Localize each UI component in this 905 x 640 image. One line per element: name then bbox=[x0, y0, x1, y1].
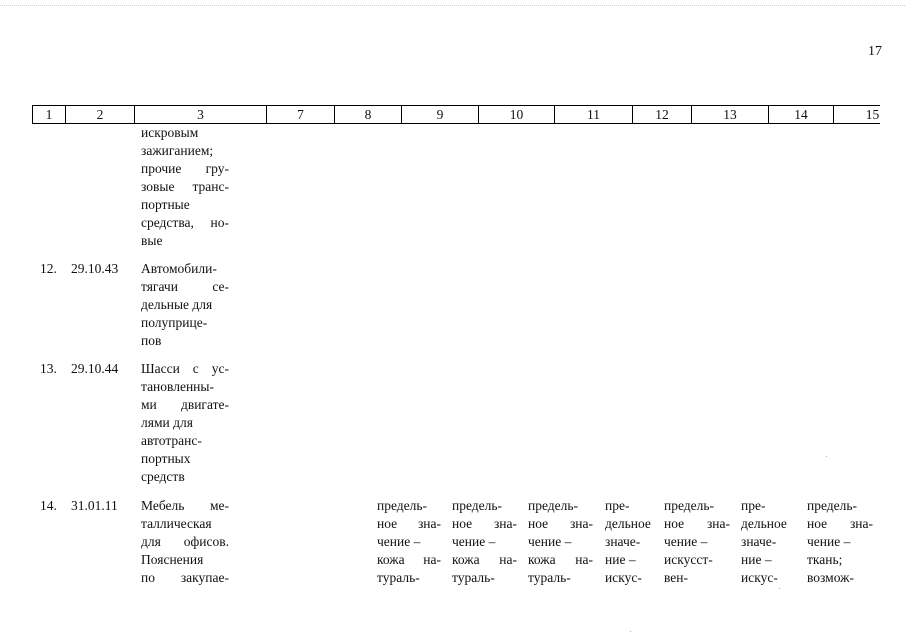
text-line: Мебель ме- bbox=[141, 498, 229, 513]
text-line: таллическая bbox=[141, 516, 212, 531]
text-line: Автомобили- bbox=[141, 261, 217, 276]
text-line: по закупае- bbox=[141, 570, 229, 585]
text-line: зовые транс- bbox=[141, 179, 229, 194]
text-line: возмож- bbox=[807, 570, 854, 585]
header-col-13: 13 bbox=[692, 106, 769, 123]
scan-speck bbox=[826, 456, 827, 457]
text-line: пре- bbox=[741, 498, 766, 513]
page-number: 17 bbox=[868, 44, 882, 59]
text-line: лями для bbox=[141, 415, 193, 430]
text-line: средства, но- bbox=[141, 215, 229, 230]
scan-speck bbox=[630, 631, 631, 632]
text-line: предель- bbox=[377, 498, 428, 513]
header-col-2: 2 bbox=[66, 106, 135, 123]
text-line: ние – bbox=[741, 552, 772, 567]
text-line: пре- bbox=[605, 498, 630, 513]
text-line: полуприце- bbox=[141, 315, 208, 330]
scan-noise-line bbox=[0, 5, 905, 6]
text-line: кожа на- bbox=[528, 552, 593, 567]
row-14-description bbox=[141, 497, 229, 587]
row-14-col-9 bbox=[377, 497, 441, 587]
text-line: предель- bbox=[528, 498, 579, 513]
text-line: ние – bbox=[605, 552, 636, 567]
row-14-col-12 bbox=[605, 497, 657, 587]
text-line: тураль- bbox=[528, 570, 571, 585]
header-col-12: 12 bbox=[633, 106, 692, 123]
text-line: чение – bbox=[528, 534, 572, 549]
text-line: портных bbox=[141, 451, 191, 466]
header-col-7: 7 bbox=[267, 106, 335, 123]
header-col-10: 10 bbox=[479, 106, 555, 123]
text-line: ное зна- bbox=[452, 516, 517, 531]
row-14-col-13 bbox=[664, 497, 730, 587]
text-line: прочие гру- bbox=[141, 161, 229, 176]
header-col-1: 1 bbox=[33, 106, 66, 123]
continuation-description bbox=[141, 124, 229, 250]
header-col-9: 9 bbox=[402, 106, 479, 123]
text-line: Пояснения bbox=[141, 552, 204, 567]
row-12-description bbox=[141, 260, 229, 350]
text-line: чение – bbox=[807, 534, 851, 549]
row-14-code: 31.01.11 bbox=[71, 498, 118, 513]
text-line: чение – bbox=[452, 534, 496, 549]
text-line: значе- bbox=[741, 534, 777, 549]
text-line: дельные для bbox=[141, 297, 213, 312]
text-line: тураль- bbox=[452, 570, 495, 585]
text-line: кожа на- bbox=[377, 552, 441, 567]
row-13-code: 29.10.44 bbox=[71, 361, 119, 376]
text-line: ми двигате- bbox=[141, 397, 229, 412]
text-line: пов bbox=[141, 333, 162, 348]
text-line: Шасси с ус- bbox=[141, 361, 229, 376]
text-line: для офисов. bbox=[141, 534, 229, 549]
text-line: средств bbox=[141, 469, 185, 484]
text-line: ное зна- bbox=[528, 516, 593, 531]
text-line: предель- bbox=[807, 498, 858, 513]
text-line: предель- bbox=[664, 498, 715, 513]
header-col-8: 8 bbox=[335, 106, 402, 123]
text-line: кожа на- bbox=[452, 552, 517, 567]
text-line: тановленны- bbox=[141, 379, 214, 394]
row-13-number: 13. bbox=[40, 361, 57, 376]
text-line: вые bbox=[141, 233, 163, 248]
text-line: автотранс- bbox=[141, 433, 202, 448]
header-col-15: 15 bbox=[834, 106, 905, 123]
text-line: ное зна- bbox=[664, 516, 730, 531]
row-12-number: 12. bbox=[40, 261, 57, 276]
row-14-col-14 bbox=[741, 497, 797, 587]
text-line: чение – bbox=[664, 534, 708, 549]
text-line: дельное bbox=[605, 516, 651, 531]
row-12-code: 29.10.43 bbox=[71, 261, 119, 276]
text-line: чение – bbox=[377, 534, 421, 549]
text-line: вен- bbox=[664, 570, 689, 585]
row-14-col-10 bbox=[452, 497, 517, 587]
text-line: ное зна- bbox=[807, 516, 873, 531]
row-14-col-11 bbox=[528, 497, 593, 587]
header-col-3: 3 bbox=[135, 106, 267, 123]
header-col-14: 14 bbox=[769, 106, 834, 123]
text-line: тураль- bbox=[377, 570, 420, 585]
header-col-11: 11 bbox=[555, 106, 633, 123]
text-line: искус- bbox=[605, 570, 642, 585]
text-line: искровым bbox=[141, 125, 199, 140]
text-line: портные bbox=[141, 197, 190, 212]
text-line: тягачи се- bbox=[141, 279, 229, 294]
row-13-description bbox=[141, 360, 229, 486]
scan-speck bbox=[779, 588, 780, 589]
text-line: предель- bbox=[452, 498, 503, 513]
text-line: ное зна- bbox=[377, 516, 441, 531]
text-line: искусст- bbox=[664, 552, 713, 567]
text-line: ткань; bbox=[807, 552, 843, 567]
row-14-col-15 bbox=[807, 497, 873, 587]
text-line: искус- bbox=[741, 570, 778, 585]
text-line: значе- bbox=[605, 534, 641, 549]
text-line: дельное bbox=[741, 516, 787, 531]
text-line: зажиганием; bbox=[141, 143, 214, 158]
row-14-number: 14. bbox=[40, 498, 57, 513]
table-header-row bbox=[32, 105, 880, 124]
